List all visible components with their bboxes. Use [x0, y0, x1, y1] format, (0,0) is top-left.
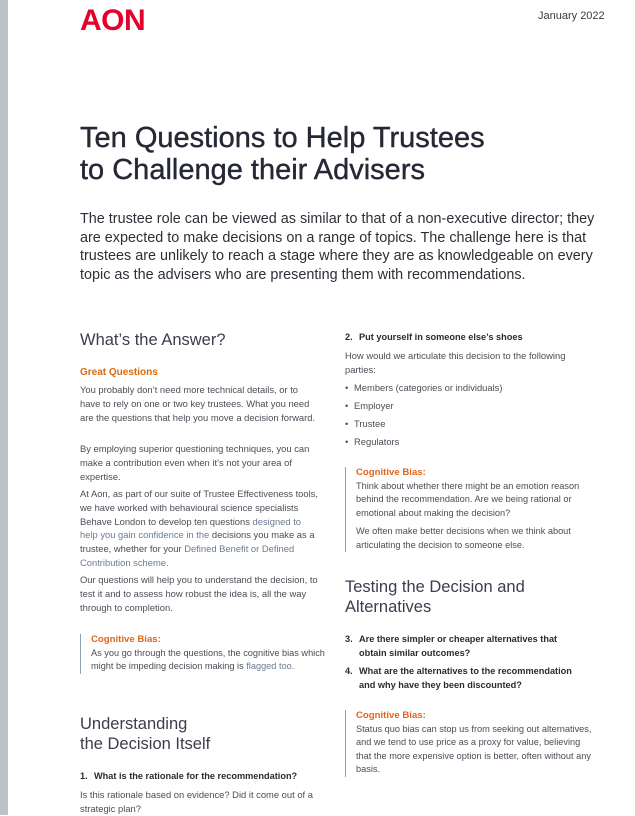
callout-text-2: We often make better decisions when we think about articulating the decision to someone else.: [356, 526, 571, 550]
paragraph-understand-decision: Our questions will help you to understand the decision, to test it and to assess how robust the idea is, all the way through to completion.: [80, 574, 318, 613]
callout-text: [91, 647, 329, 674]
list-item: • Trustee: [345, 418, 386, 429]
callout-text-highlight: flagged too.: [246, 661, 295, 672]
aon-logo: AON: [80, 4, 146, 37]
question-1: [80, 769, 330, 783]
callout-text-start: As you go through the questions, the cognitive bias which might be impeding decision making is: [91, 648, 325, 672]
question-3-line-2: obtain similar outcomes?: [359, 648, 471, 658]
testing-heading-line-1: Testing the Decision and: [345, 578, 525, 596]
question-4-line-2: and why have they been discounted?: [359, 680, 522, 690]
callout-text: Status quo bias can stop us from seeking out alternatives, and we tend to use price as a proxy for value, believing that the more expensive option is better, often without any basis.: [356, 724, 592, 775]
para3-highlight-1: designed to help you gain confidence in the: [80, 515, 302, 541]
paragraph-questioning-techniques: By employing superior questioning techniques, you can make a contribution even when it’s not your area of expertise.: [80, 443, 310, 482]
question-1-detail: Is this rationale based on evidence? Did it come out of a strategic plan?: [80, 789, 313, 814]
title-line-1: Ten Questions to Help Trustees: [80, 122, 485, 154]
understanding-heading-line-2: the Decision Itself: [80, 735, 211, 753]
question-2-detail: How would we articulate this decision to the following parties:: [345, 350, 566, 375]
para3-highlight-2: Defined Benefit or Defined Contribution scheme.: [80, 543, 295, 568]
testing-heading-line-2: Alternatives: [345, 598, 432, 616]
question-4: [345, 664, 615, 692]
callout-title: Cognitive Bias:: [91, 634, 161, 645]
intro-paragraph: The trustee role can be viewed as similar to that of a non-executive director; they are expected to make decisions on a range of topics. The challenge here is that trustees are unlikely to reach a stage where they are as knowledgeable on every topic as the advisers who are presenting them with recommendations.: [80, 211, 595, 283]
question-2: [345, 330, 605, 344]
cognitive-bias-callout-emotion: [345, 467, 596, 552]
understanding-heading-line-1: Understanding: [80, 715, 188, 733]
publication-date: January 2022: [538, 10, 605, 22]
understanding-heading: [80, 714, 210, 754]
callout-title: Cognitive Bias:: [356, 710, 426, 721]
paragraph-technical-details: You probably don’t need more technical details, or to have to rely on one or two key trustees. What you need are the questions that help you move a decision forward.: [80, 384, 316, 423]
callout-text: Think about whether there might be an emotion reason behind the recommendation. Are we being rational or emotional about making the decision?: [356, 481, 580, 518]
page-title: [80, 122, 485, 186]
para3-start: At Aon, as part of our suite of Trustee Effectiveness tools, we have worked with behavioural science specialists Behave London to develop ten questions: [80, 488, 318, 527]
testing-heading: [345, 577, 525, 617]
answer-heading: What’s the Answer?: [80, 331, 226, 349]
list-item: • Employer: [345, 400, 394, 411]
paragraph-aon-tools: [80, 487, 320, 570]
left-margin-rule: [0, 0, 8, 815]
parties-list: [345, 379, 503, 451]
question-1-text: What is the rationale for the recommendation?: [94, 771, 298, 781]
title-line-2: to Challenge their Advisers: [80, 154, 425, 186]
question-4-line-1: What are the alternatives to the recommendation: [359, 666, 572, 676]
question-2-text: Put yourself in someone else’s shoes: [359, 332, 523, 342]
great-questions-heading: Great Questions: [80, 367, 158, 378]
question-3: [345, 632, 605, 660]
question-2-number: 2.: [345, 332, 353, 342]
question-3-number: 3.: [345, 634, 353, 644]
list-item: • Regulators: [345, 436, 400, 447]
callout-title: Cognitive Bias:: [356, 467, 426, 478]
cognitive-bias-callout-status-quo: [345, 710, 596, 777]
question-1-number: 1.: [80, 771, 88, 781]
question-4-number: 4.: [345, 666, 353, 676]
para3-mid: decisions you make as a trustee, whether for your: [80, 529, 315, 555]
list-item: • Members (categories or individuals): [345, 382, 503, 393]
cognitive-bias-callout-intro: [80, 634, 329, 674]
question-3-line-1: Are there simpler or cheaper alternatives that: [359, 634, 558, 644]
